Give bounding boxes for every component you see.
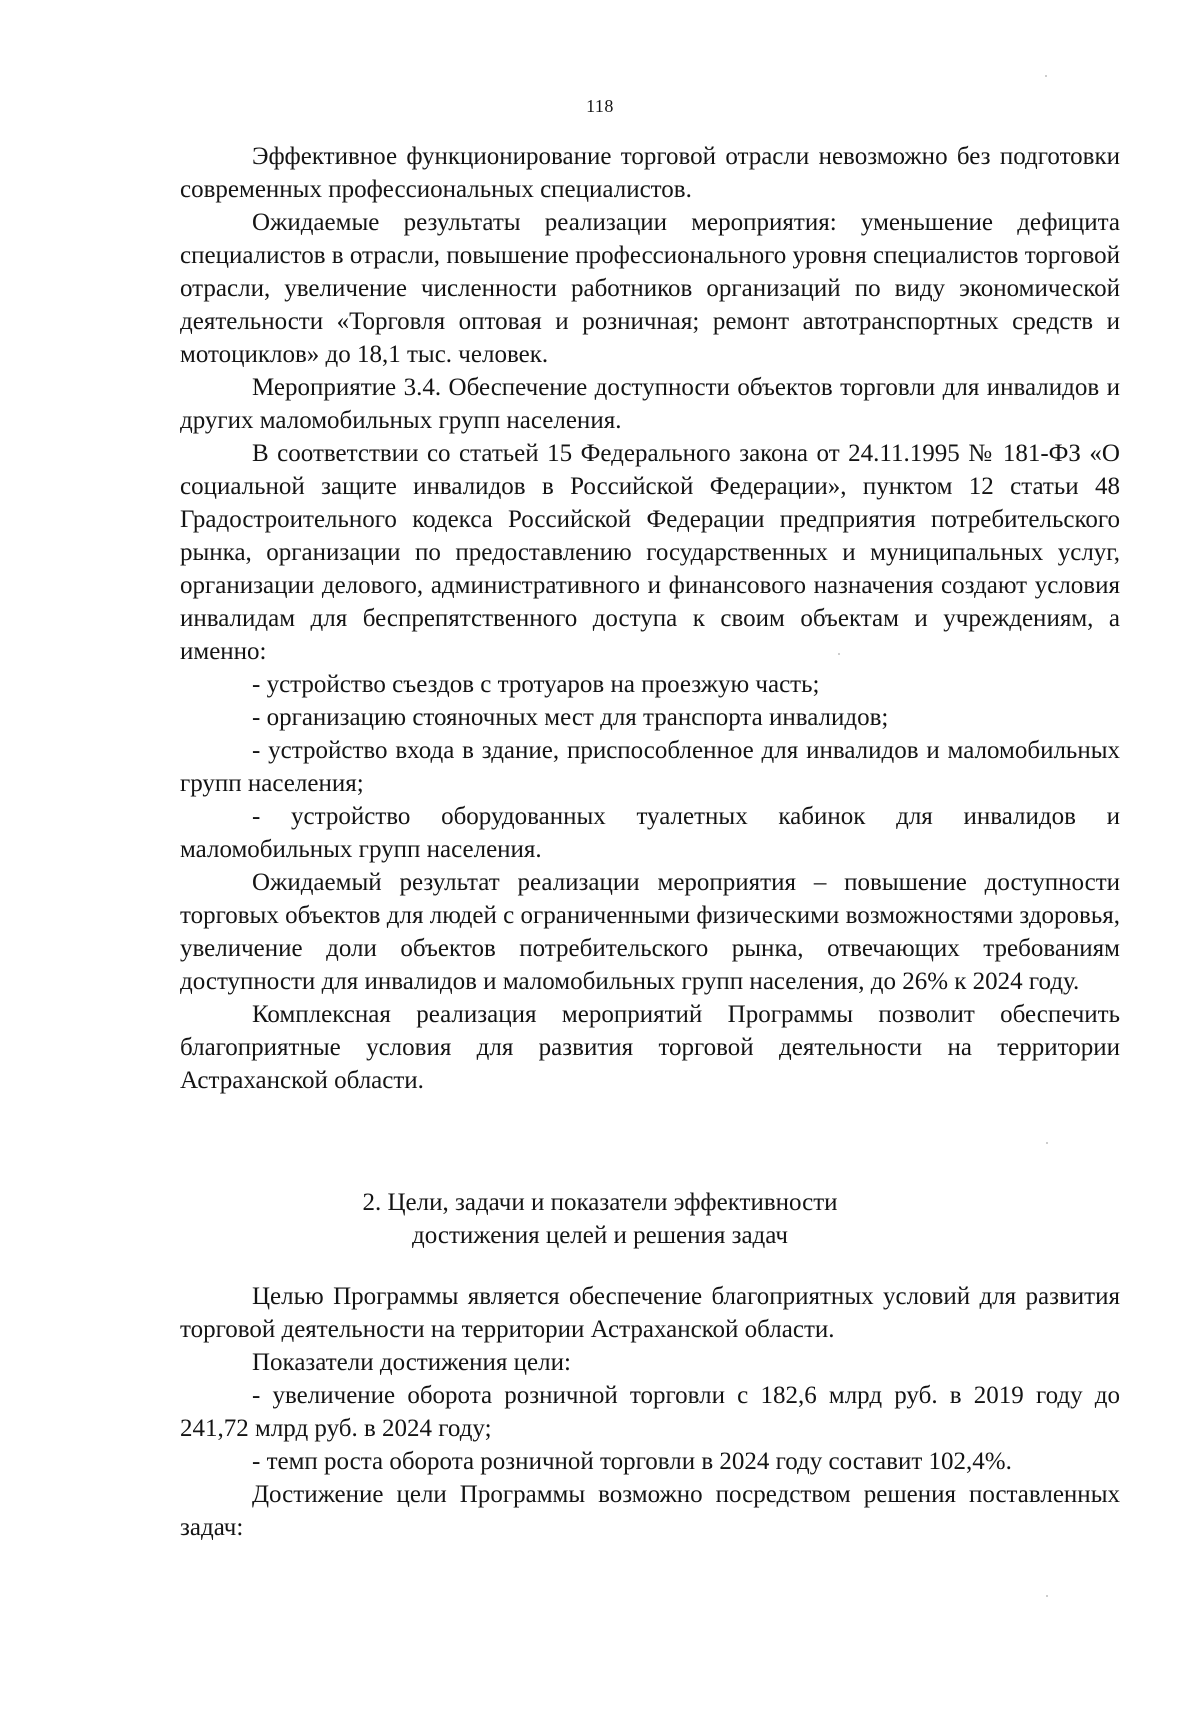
body-text-bottom	[180, 1280, 1120, 1544]
list-item: - устройство входа в здание, приспособленное для инвалидов и маломобильных групп населения;	[180, 737, 1120, 797]
scan-speck	[838, 653, 840, 655]
scan-speck	[1046, 1595, 1048, 1597]
section-heading	[0, 1186, 1200, 1252]
page-number: 118	[586, 96, 614, 116]
paragraph: В соответствии со статьей 15 Федерального закона от 24.11.1995 № 181-ФЗ «О социальной защите инвалидов в Российской Федерации», пунктом 12 статьи 48 Градостроительного кодекса Российской Федерации предприятия потребительского рынка, организации по предоставлению государственных и муниципальных услуг, организации делового, административного и финансового назначения создают условия инвалидам для беспрепятственного доступа к своим объектам и учреждениям, а именно:	[180, 440, 1120, 665]
list-item: - устройство оборудованных туалетных кабинок для инвалидов и маломобильных групп населения.	[180, 803, 1120, 863]
list-item: - темп роста оборота розничной торговли в 2024 году составит 102,4%.	[252, 1448, 1012, 1475]
section-heading-line: 2. Цели, задачи и показатели эффективности	[362, 1189, 838, 1216]
list-item: - увеличение оборота розничной торговли с 182,6 млрд руб. в 2019 году до 241,72 млрд руб. в 2024 году;	[180, 1382, 1120, 1442]
paragraph: Эффективное функционирование торговой отрасли невозможно без подготовки современных профессиональных специалистов.	[180, 143, 1120, 203]
paragraph: Ожидаемые результаты реализации мероприятия: уменьшение дефицита специалистов в отрасли, повышение профессионального уровня специалистов торговой отрасли, увеличение численности работников организаций по виду экономической деятельности «Торговля оптовая и розничная; ремонт автотранспортных средств и мотоциклов» до 18,1 тыс. человек.	[180, 209, 1120, 368]
section-heading-line: достижения целей и решения задач	[412, 1222, 788, 1249]
scan-speck	[1045, 75, 1047, 77]
paragraph: Мероприятие 3.4. Обеспечение доступности объектов торговли для инвалидов и других маломобильных групп населения.	[180, 374, 1120, 434]
body-text-top	[180, 140, 1120, 1097]
paragraph: Достижение цели Программы возможно посредством решения поставленных задач:	[180, 1481, 1120, 1541]
paragraph: Комплексная реализация мероприятий Программы позволит обеспечить благоприятные условия для развития торговой деятельности на территории Астраханской области.	[180, 1001, 1120, 1094]
paragraph: Показатели достижения цели:	[252, 1349, 571, 1376]
scan-speck	[1046, 1142, 1048, 1144]
paragraph: Целью Программы является обеспечение благоприятных условий для развития торговой деятельности на территории Астраханской области.	[180, 1283, 1120, 1343]
list-item: - организацию стояночных мест для транспорта инвалидов;	[252, 704, 889, 731]
list-item: - устройство съездов с тротуаров на проезжую часть;	[252, 671, 820, 698]
paragraph: Ожидаемый результат реализации мероприятия – повышение доступности торговых объектов для людей с ограниченными физическими возможностями здоровья, увеличение доли объектов потребительского рынка, отвечающих требованиям доступности для инвалидов и маломобильных групп населения, до 26% к 2024 году.	[180, 869, 1120, 995]
